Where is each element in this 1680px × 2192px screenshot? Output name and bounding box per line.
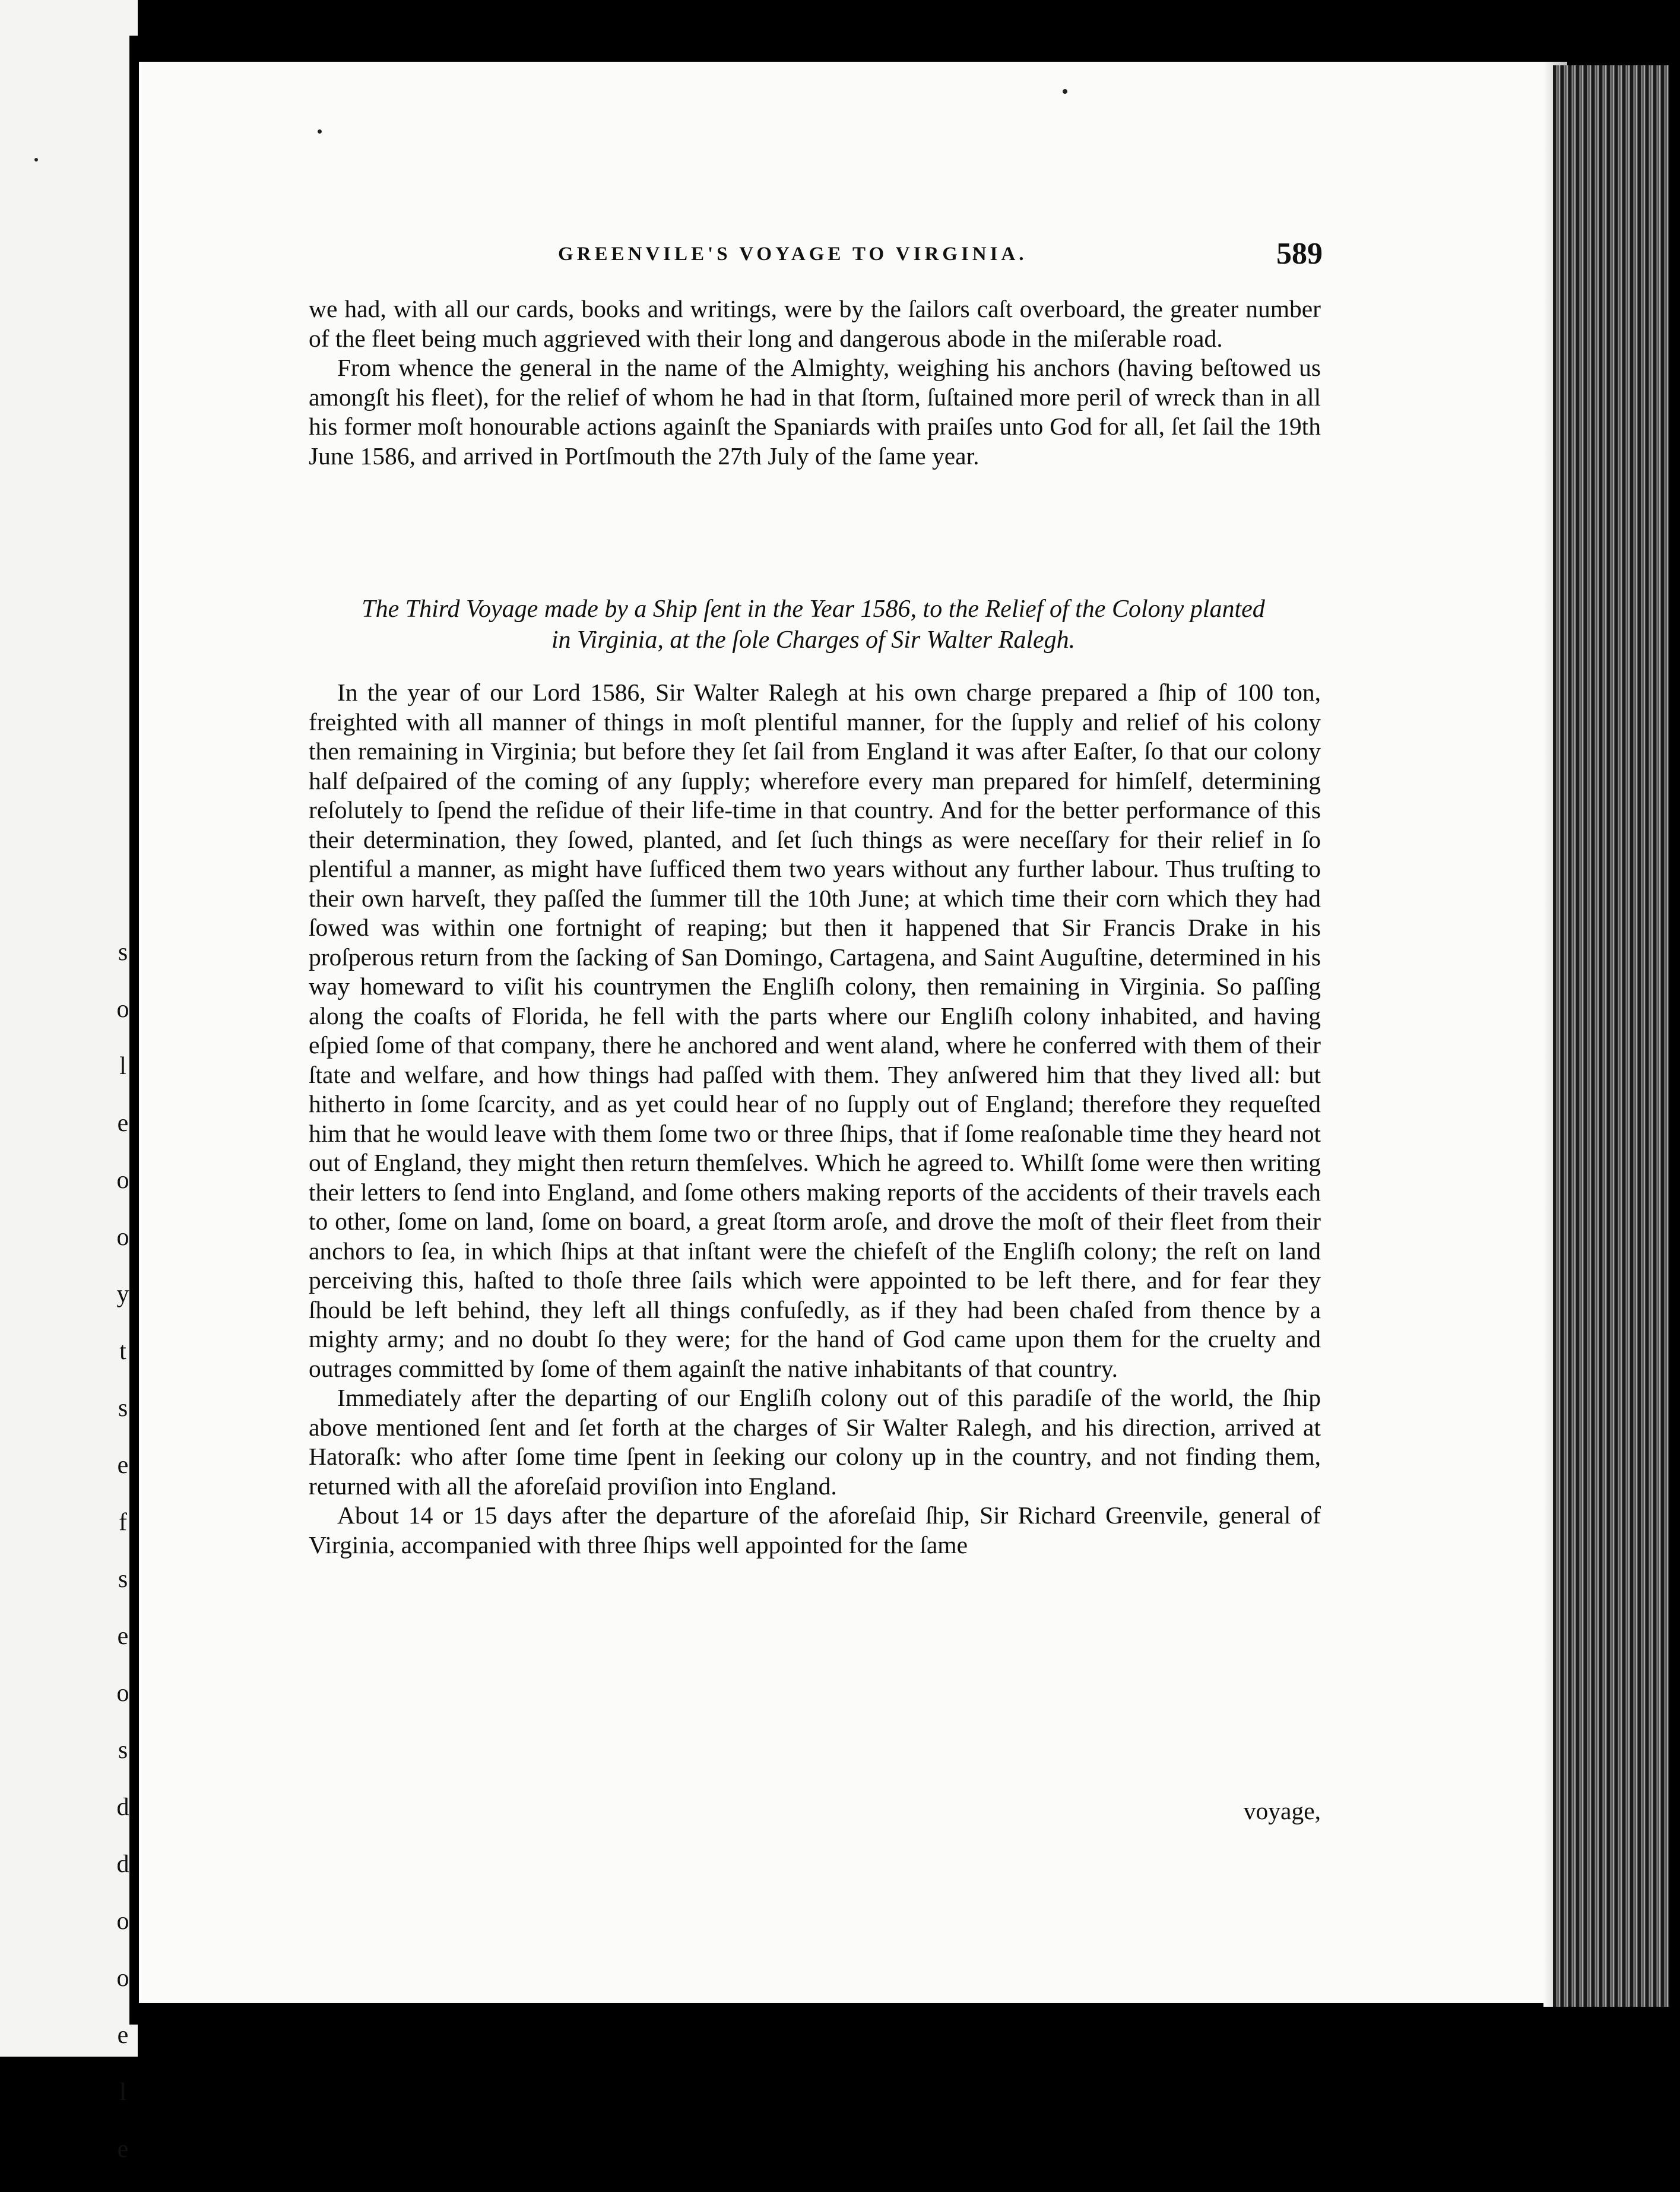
margin-letter: d xyxy=(116,1851,129,1878)
margin-letter: o xyxy=(116,1167,129,1194)
section-heading xyxy=(303,594,1324,655)
margin-letter: e xyxy=(117,1110,129,1137)
speck xyxy=(318,129,322,134)
body-text xyxy=(309,678,1321,1560)
margin-letter: l xyxy=(119,1053,126,1080)
margin-letter: e xyxy=(117,2022,129,2049)
margin-letter: o xyxy=(116,1680,129,1707)
margin-letter: l xyxy=(119,2079,126,2106)
margin-letter: o xyxy=(116,996,129,1023)
margin-letter: t xyxy=(119,1338,126,1365)
margin-letter: o xyxy=(116,1965,129,1992)
paragraph: In the year of our Lord 1586, Sir Walter Ralegh at his own charge prepared a ſhip of 100 ton, freighted with all manner of things in moſt plentiful manner, for the ſupply and relief of his colony then remaining in Virginia; but before they ſet ſail from England it was after Eaſter, ſo that our colony half deſpaired of the coming of any ſupply; wherefore every man prepared for himſelf, determining reſolutely to ſpend the reſidue of their life-time in that country. And for the better performance of this their determination, they ſowed, planted, and ſet ſuch things as were neceſſary for their relief in ſo plentiful a manner, as might have ſufficed them two years without any further labour. Thus truſting to their own harveſt, they paſſed the ſummer till the 10th June; at which time their corn which they had ſowed was within one fortnight of reaping; but then it happened that Sir Francis Drake in his proſperous return from the ſacking of San Domingo, Cartagena, and Saint Auguſtine, determined in his way homeward to viſit his countrymen the Engliſh colony, then remaining in Virginia. So paſſing along the coaſts of Florida, he fell with the parts where our Engliſh colony inhabited, and having eſpied ſome of that company, there he anchored and went aland, where he conferred with them of their ſtate and welfare, and how things had paſſed with them. They anſwered him that they lived all: but hitherto in ſome ſcarcity, and as yet could hear of no ſupply out of England; therefore they requeſted him that he would leave with them ſome two or three ſhips, that if ſome reaſonable time they heard not out of England, they might then return themſelves. Which he agreed to. Whilſt ſome were then writing their letters to ſend into England, and ſome others making reports of the accidents of their travels each to other, ſome on land, ſome on board, a great ſtorm aroſe, and drove the moſt of their fleet from their anchors to ſea, in which ſhips at that inſtant were the chiefeſt of the Engliſh colony; the reſt on land perceiving this, haſted to thoſe three ſails which were appointed to be left there, and for fear they ſhould be left behind, they left all things confuſedly, as if they had been chaſed from thence by a mighty army; and no doubt ſo they were; for the hand of God came upon them for the cruelty and outrages committed by ſome of them againſt the native inhabitants of that country. xyxy=(309,679,1321,1382)
book-gutter xyxy=(129,36,139,2025)
margin-letter: s xyxy=(118,1395,128,1422)
margin-letter: e xyxy=(117,2136,129,2163)
margin-letter: e xyxy=(117,1452,129,1479)
section-heading-line: The Third Voyage made by a Ship ſent in the Year 1586, to the Relief of the Colony planted xyxy=(362,595,1265,623)
speck xyxy=(1063,89,1067,94)
paragraph: Immediately after the departing of our Engliſh colony out of this paradiſe of the world, the ſhip above mentioned ſent and ſet forth at the charges of Sir Walter Ralegh, and his direction, arrived at Hatoraſk: who after ſome time ſpent in ſeeking our colony up in the country, and not finding them, returned with all the aforeſaid proviſion into England. xyxy=(309,1384,1321,1500)
left-facing-page xyxy=(0,0,138,2163)
page-number: 589 xyxy=(1276,237,1323,271)
margin-letter: s xyxy=(118,1566,128,1593)
opening-text xyxy=(309,294,1321,471)
paragraph: About 14 or 15 days after the departure of the aforeſaid ſhip, Sir Richard Greenvile, general of Virginia, accompanied with three ſhips well appointed for the ſame xyxy=(309,1502,1321,1559)
section-heading-line: in Virginia, at the ſole Charges of Sir Walter Ralegh. xyxy=(551,626,1076,654)
page-edge-stack xyxy=(1553,65,1669,2007)
margin-letter: f xyxy=(119,1509,127,1536)
paragraph: From whence the general in the name of the Almighty, weighing his anchors (having beſtowed us amongſt his fleet), for the relief of whom he had in that ſtorm, ſuſtained more peril of wreck than in all his former moſt honourable actions againſt the Spaniards with praiſes unto God for all, ſet ſail the 19th June 1586, and arrived in Portſmouth the 27th July of the ſame year. xyxy=(309,354,1321,470)
running-head: GREENVILE'S VOYAGE TO VIRGINIA. xyxy=(558,243,1028,265)
margin-letter: o xyxy=(116,1908,129,1935)
margin-letter: e xyxy=(117,1623,129,1650)
speck xyxy=(34,158,38,161)
margin-letter: d xyxy=(116,1794,129,1821)
margin-letter: o xyxy=(116,1224,129,1251)
margin-letter: s xyxy=(118,939,128,966)
margin-letter: s xyxy=(118,1737,128,1764)
margin-letter: y xyxy=(116,1281,129,1308)
catchword: voyage, xyxy=(1243,1797,1321,1824)
paragraph: we had, with all our cards, books and writings, were by the ſailors caſt overboard, the greater number of the fleet being much aggrieved with their long and dangerous abode in the miſerable road. xyxy=(309,295,1321,352)
